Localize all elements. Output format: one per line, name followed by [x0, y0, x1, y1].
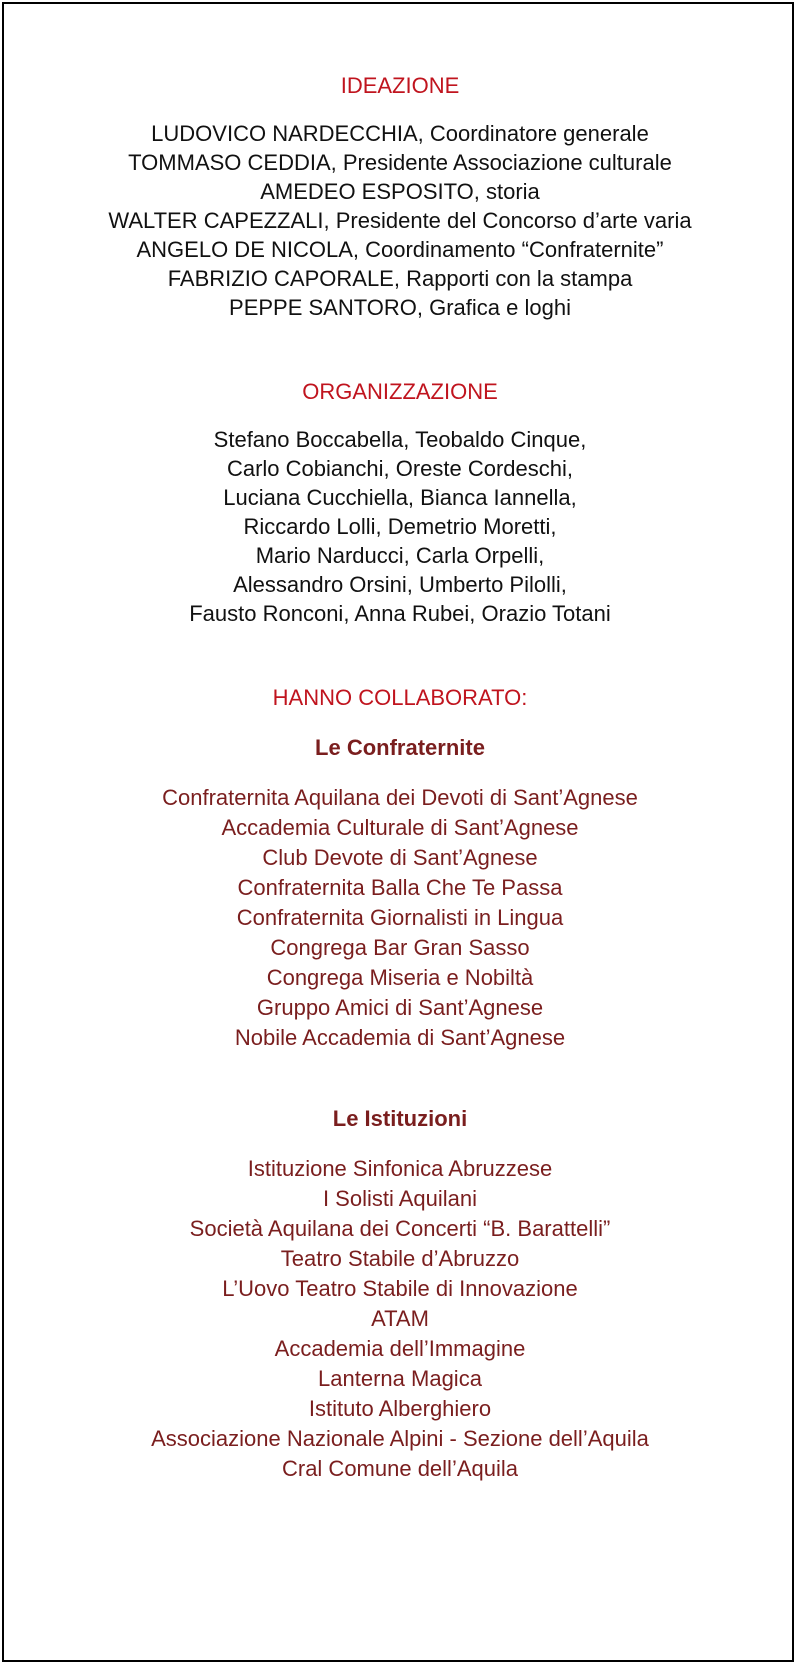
list-item: Cral Comune dell’Aquila [281, 1456, 518, 1481]
list-item: LUDOVICO NARDECCHIA, Coordinatore generale [151, 121, 649, 146]
list-item: ANGELO DE NICOLA, Coordinamento “Confraternite” [136, 237, 664, 262]
list-item: Alessandro Orsini, Umberto Pilolli, [233, 572, 567, 597]
list-item: Nobile Accademia di Sant’Agnese [234, 1025, 566, 1050]
list-item: Confraternita Aquilana dei Devoti di Sant’Agnese [162, 785, 638, 810]
list-item: FABRIZIO CAPORALE, Rapporti con la stampa [167, 266, 633, 291]
ideazione-list [0, 119, 800, 322]
list-item: Congrega Bar Gran Sasso [270, 935, 530, 960]
istituzioni-list [0, 1154, 800, 1484]
list-item: Teatro Stabile d’Abruzzo [280, 1246, 520, 1271]
list-item: Luciana Cucchiella, Bianca Iannella, [223, 485, 577, 510]
list-item: L’Uovo Teatro Stabile di Innovazione [222, 1276, 578, 1301]
list-item: Lanterna Magica [318, 1366, 482, 1391]
list-item: Stefano Boccabella, Teobaldo Cinque, [213, 427, 587, 452]
list-item: TOMMASO CEDDIA, Presidente Associazione culturale [128, 150, 672, 175]
list-item: Associazione Nazionale Alpini - Sezione dell’Aquila [151, 1426, 649, 1451]
confraternite-list [0, 783, 800, 1053]
ideazione-title: IDEAZIONE [340, 73, 460, 98]
list-item: Società Aquilana dei Concerti “B. Barattelli” [189, 1216, 611, 1241]
list-item: Istituto Alberghiero [308, 1396, 492, 1421]
list-item: Club Devote di Sant’Agnese [262, 845, 538, 870]
list-item: Gruppo Amici di Sant’Agnese [256, 995, 544, 1020]
list-item: Accademia dell’Immagine [274, 1336, 526, 1361]
organizzazione-list [0, 425, 800, 628]
list-item: WALTER CAPEZZALI, Presidente del Concorso d’arte varia [108, 208, 692, 233]
list-item: Istituzione Sinfonica Abruzzese [247, 1156, 553, 1181]
collaborato-title: HANNO COLLABORATO: [272, 685, 528, 710]
list-item: AMEDEO ESPOSITO, storia [260, 179, 540, 204]
list-item: Accademia Culturale di Sant’Agnese [221, 815, 579, 840]
list-item: PEPPE SANTORO, Grafica e loghi [229, 295, 571, 320]
organizzazione-title: ORGANIZZAZIONE [302, 379, 498, 404]
confraternite-title: Le Confraternite [315, 735, 485, 760]
list-item: Confraternita Balla Che Te Passa [237, 875, 563, 900]
list-item: Riccardo Lolli, Demetrio Moretti, [243, 514, 557, 539]
list-item: I Solisti Aquilani [322, 1186, 478, 1211]
list-item: Mario Narducci, Carla Orpelli, [255, 543, 545, 568]
list-item: Confraternita Giornalisti in Lingua [236, 905, 564, 930]
list-item: Carlo Cobianchi, Oreste Cordeschi, [226, 456, 574, 481]
list-item: Congrega Miseria e Nobiltà [266, 965, 534, 990]
list-item: ATAM [371, 1306, 429, 1331]
istituzioni-title: Le Istituzioni [332, 1106, 468, 1131]
list-item: Fausto Ronconi, Anna Rubei, Orazio Totani [189, 601, 611, 626]
